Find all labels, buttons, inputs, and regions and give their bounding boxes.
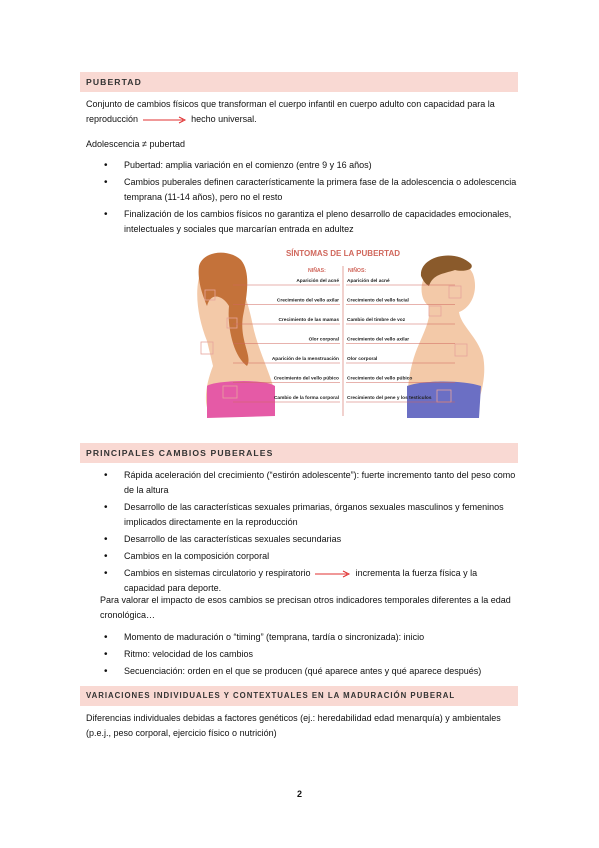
- indicators-bullet-list: [86, 630, 518, 681]
- definition-universal: hecho universal.: [191, 114, 257, 124]
- section-heading-pubertad: PUBERTAD: [80, 72, 518, 92]
- list-item: • Cambios en la composición corporal: [86, 549, 518, 564]
- section-heading-cambios: PRINCIPALES CAMBIOS PUBERALES: [80, 443, 518, 463]
- list-item: [86, 566, 518, 596]
- section-heading-variaciones: VARIACIONES INDIVIDUALES Y CONTEXTUALES EN LA MADURACIÓN PUBERAL: [80, 686, 518, 706]
- cambios-bullet-list: [86, 468, 518, 598]
- list-item: • Ritmo: velocidad de los cambios: [86, 647, 518, 662]
- definition-paragraph: [86, 97, 518, 127]
- circulatory-text: Cambios en sistemas circulatorio y respiratorio: [124, 568, 311, 578]
- figure-label: Cambio del timbre de voz: [347, 318, 406, 323]
- list-item: • Cambios puberales definen característicamente la primera fase de la adolescencia o adolescencia temprana (11-14 años), pero no el resto: [86, 175, 518, 205]
- figure-label: Crecimiento del vello axilar: [276, 298, 339, 304]
- figure-label: Olor corporal: [308, 337, 339, 343]
- figure-label: Crecimiento de las mamas: [278, 318, 339, 323]
- figure-label: Aparición del acné: [296, 279, 339, 284]
- figure-label: Crecimiento del pene y los testículos: [347, 396, 432, 401]
- figure-label: Olor corporal: [347, 357, 378, 362]
- figure-label: Aparición del acné: [347, 279, 390, 284]
- red-arrow-icon: [141, 116, 189, 124]
- circulatory-result: incrementa la fuerza física y la capacidad para deporte.: [124, 568, 478, 593]
- page-number: 2: [296, 789, 302, 799]
- definition-reproduction: reproducción: [86, 114, 139, 124]
- definition-line-2: [86, 112, 518, 127]
- variaciones-paragraph: Diferencias individuales debidas a factores genéticos (ej.: heredabilidad edad menarquía) y ambientales (p.e.j., peso corporal, ejercicio físico o nutrición): [86, 713, 501, 738]
- adolescence-note: Adolescencia ≠ pubertad: [86, 139, 186, 149]
- list-item: • Desarrollo de las características sexuales secundarias: [86, 532, 518, 547]
- list-item: • Pubertad: amplia variación en el comienzo (entre 9 y 16 años): [86, 158, 518, 173]
- girls-header: NIÑAS:: [308, 268, 326, 274]
- figure-title: SÍNTOMAS DE LA PUBERTAD: [285, 249, 401, 258]
- list-item: • Secuenciación: orden en el que se producen (qué aparece antes y qué aparece después): [86, 664, 518, 679]
- indicators-paragraph: Para valorar el impacto de esos cambios se precisan otros indicadores temporales diferentes a la edad cronológica…: [100, 595, 511, 620]
- puberty-symptoms-figure: [193, 246, 493, 432]
- list-item: • Desarrollo de las características sexuales primarias, órganos sexuales masculinos y femeninos implicados directamente en la reproducción: [86, 500, 518, 530]
- figure-label: Crecimiento del vello facial: [347, 298, 409, 304]
- list-item: • Rápida aceleración del crecimiento (“estirón adolescente”): fuerte incremento tanto del peso como de la altura: [86, 468, 518, 498]
- boys-header: NIÑOS:: [348, 268, 367, 274]
- definition-line-1: Conjunto de cambios físicos que transforman el cuerpo infantil en cuerpo adulto con capacidad para la: [86, 99, 495, 109]
- red-arrow-icon: [313, 570, 353, 578]
- figure-label: Crecimiento del vello púbico: [273, 376, 339, 382]
- list-item: • Momento de maduración o “timing” (temprana, tardía o sincronizada): inicio: [86, 630, 518, 645]
- list-item: • Finalización de los cambios físicos no garantiza el pleno desarrollo de capacidades emocionales, intelectuales y sociales que marcarían entrada en adultez: [86, 207, 518, 237]
- pubertad-bullet-list: [86, 158, 518, 239]
- figure-label: Crecimiento del vello púbico: [347, 376, 413, 382]
- figure-label: Aparición de la menstruación: [271, 357, 339, 362]
- figure-label: Cambio de la forma corporal: [273, 396, 339, 401]
- figure-label: Crecimiento del vello axilar: [347, 337, 410, 343]
